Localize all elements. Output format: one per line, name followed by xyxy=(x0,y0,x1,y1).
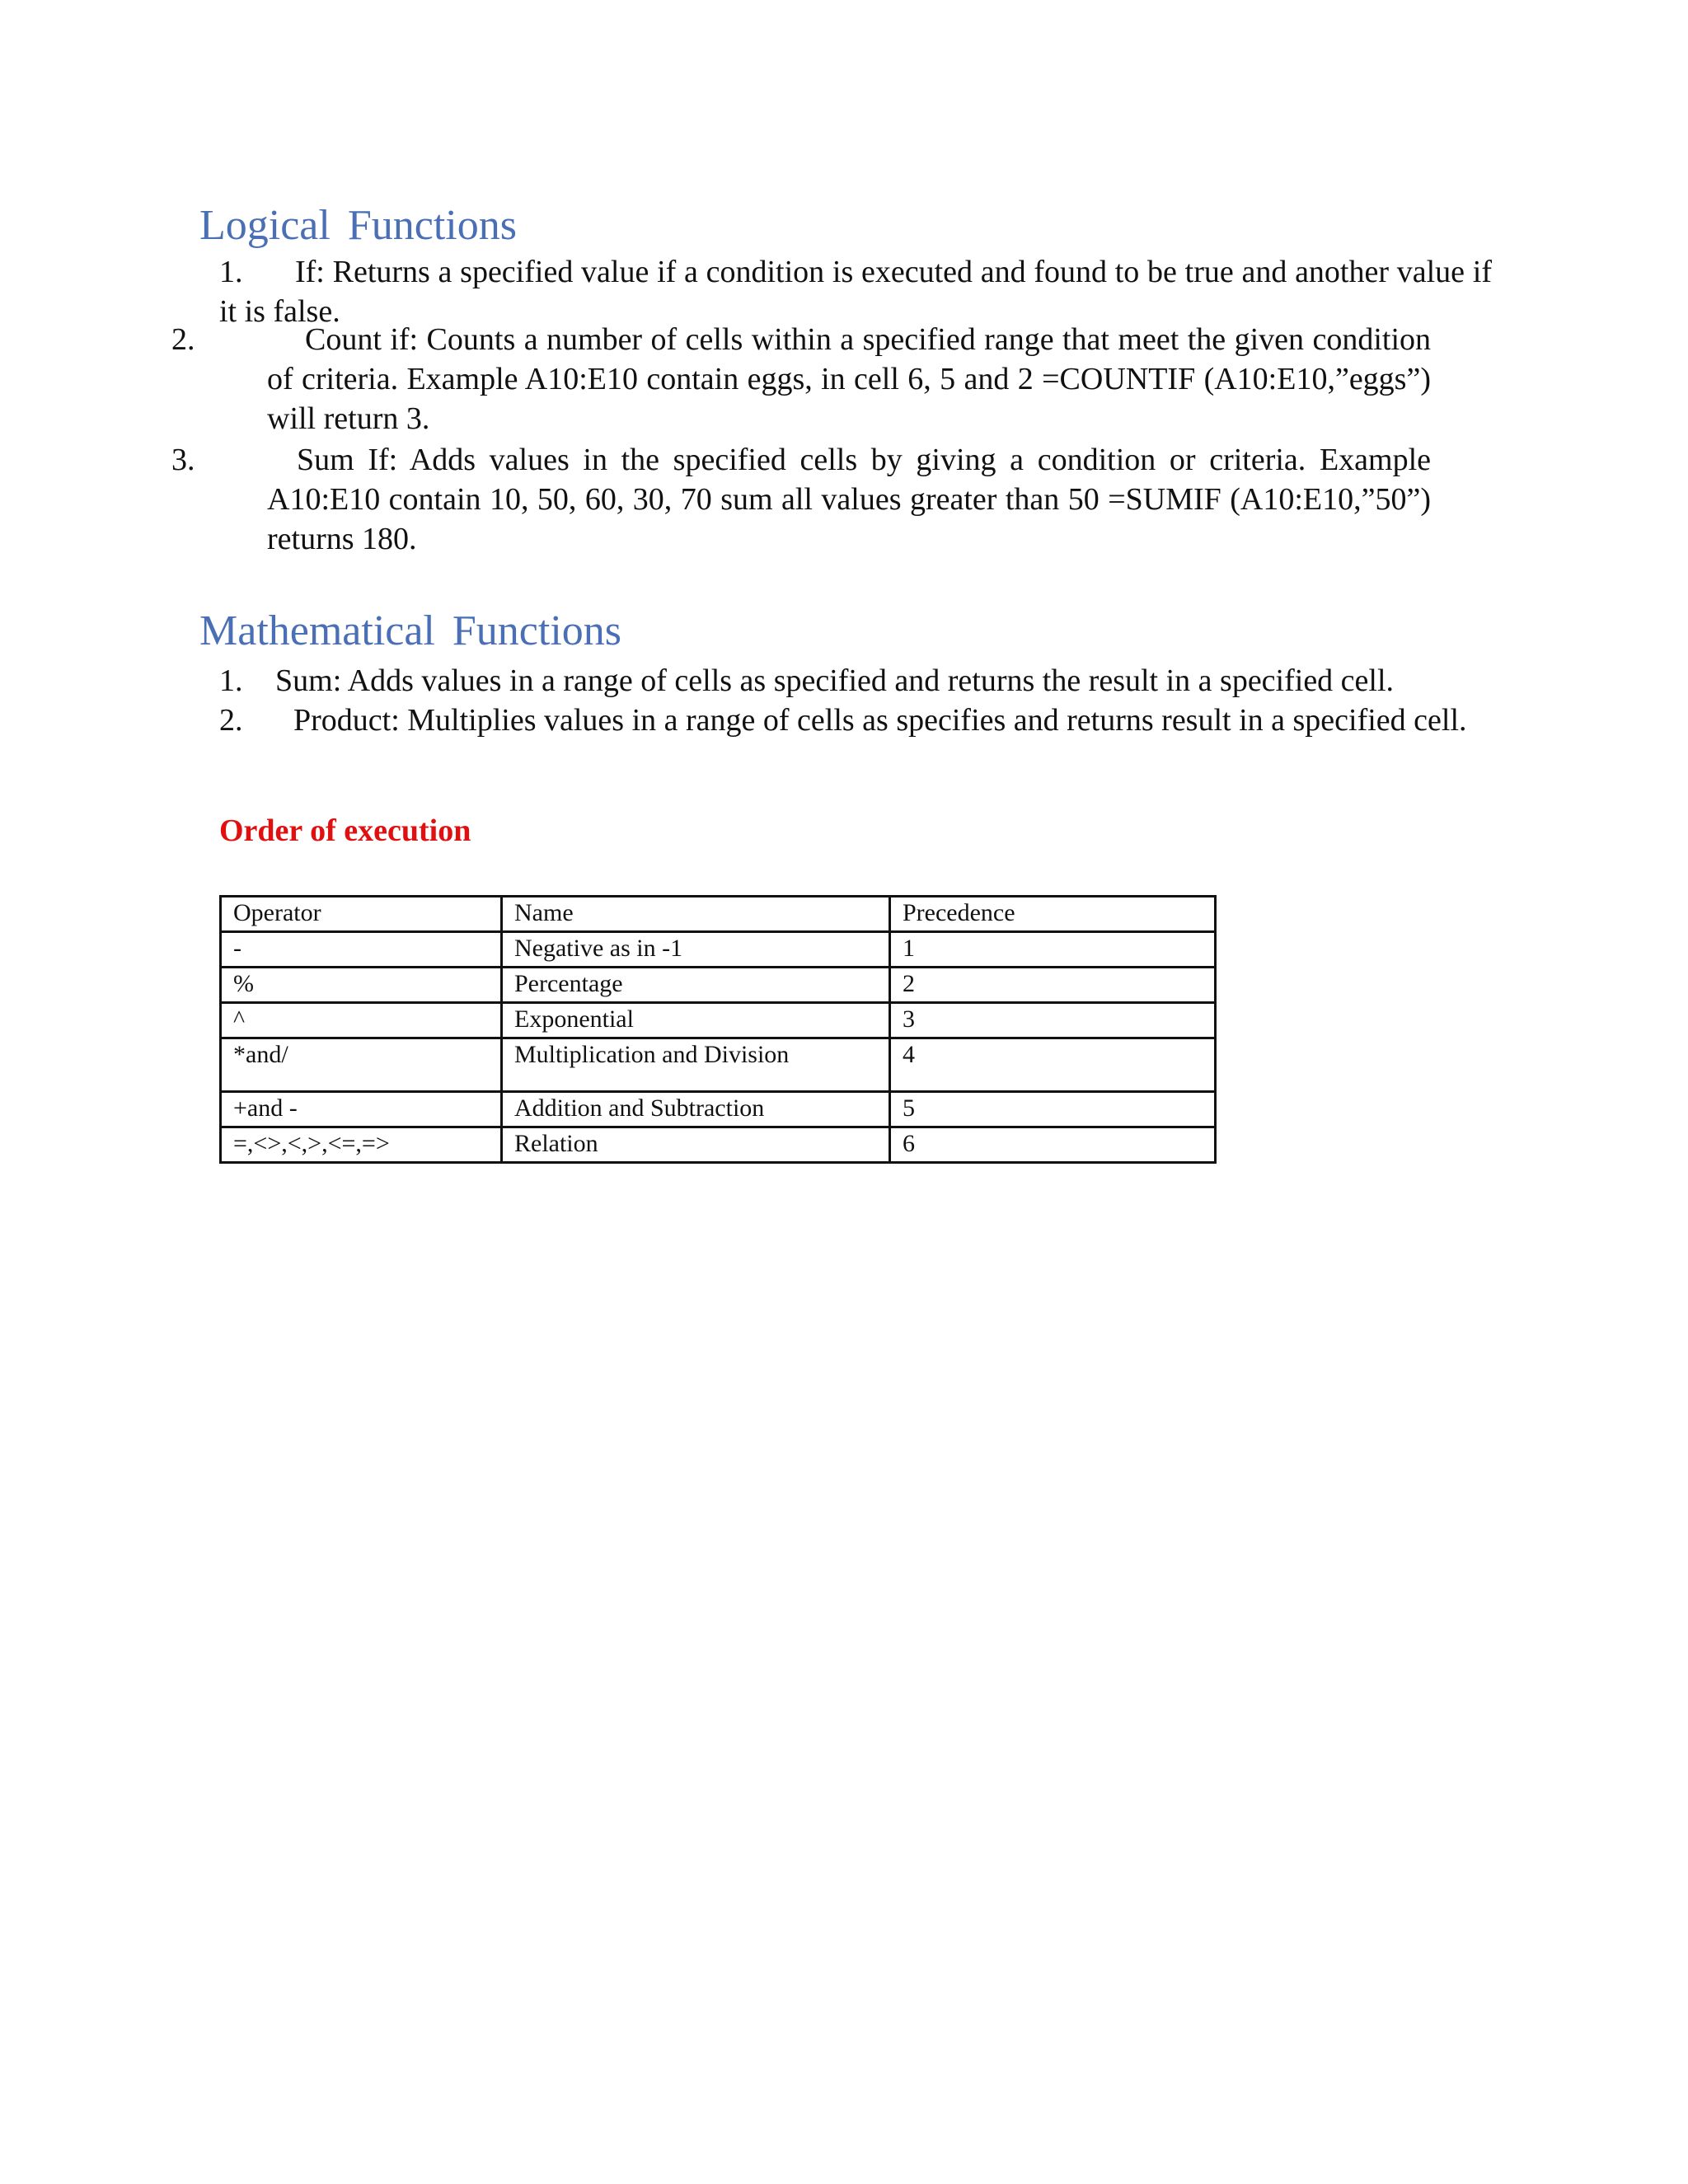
list-number: 2. xyxy=(171,322,195,357)
list-number: 1. xyxy=(219,663,243,698)
header-cell-precedence: Precedence xyxy=(890,897,1216,932)
table-header-row xyxy=(221,897,1216,932)
operator-cell: % xyxy=(221,968,502,1003)
list-item-text: If: Returns a specified value if a condition is executed and found to be true and another value if it is false. xyxy=(219,255,1492,329)
header-cell-operator: Operator xyxy=(221,897,502,932)
list-number: 3. xyxy=(171,443,195,477)
operator-cell: - xyxy=(221,932,502,968)
precedence-cell: 2 xyxy=(890,968,1216,1003)
precedence-cell: 4 xyxy=(890,1038,1216,1092)
list-number: 2. xyxy=(219,703,243,738)
operator-cell: ^ xyxy=(221,1003,502,1038)
list-item-text: Sum: Adds values in a range of cells as specified and returns the result in a specified cell. xyxy=(275,663,1395,698)
mathematical-functions-heading: Mathematical Functions xyxy=(199,607,622,654)
logical-functions-heading: Logical Functions xyxy=(199,202,517,249)
math-item-sum xyxy=(219,661,1492,701)
operator-precedence-table xyxy=(219,895,1217,1164)
name-cell: Relation xyxy=(502,1127,890,1163)
table-row xyxy=(221,1127,1216,1163)
logical-item-countif xyxy=(171,320,1431,438)
operator-cell: *and/ xyxy=(221,1038,502,1092)
operator-cell: =,<>,<,>,<=,=> xyxy=(221,1127,502,1163)
name-cell: Addition and Subtraction xyxy=(502,1092,890,1127)
list-number: 1. xyxy=(219,255,243,289)
table-row xyxy=(221,1038,1216,1092)
order-of-execution-heading: Order of execution xyxy=(219,813,471,848)
table-row xyxy=(221,968,1216,1003)
math-item-product xyxy=(219,701,1492,740)
operator-cell: +and - xyxy=(221,1092,502,1127)
table-row xyxy=(221,1003,1216,1038)
list-item-text: Product: Multiplies values in a range of cells as specifies and returns result in a specified cell. xyxy=(293,703,1467,738)
header-cell-name: Name xyxy=(502,897,890,932)
name-cell: Percentage xyxy=(502,968,890,1003)
list-item-text: Sum If: Adds values in the specified cells by giving a condition or criteria. Example A10:E10 contain 10, 50, 60, 30, 70 sum all values greater than 50 =SUMIF (A10:E10,”50”) returns 180. xyxy=(267,443,1431,556)
table-row xyxy=(221,932,1216,968)
precedence-cell: 6 xyxy=(890,1127,1216,1163)
table-row xyxy=(221,1092,1216,1127)
list-item-text: Count if: Counts a number of cells within a specified range that meet the given condition of criteria. Example A10:E10 contain eggs, in cell 6, 5 and 2 =COUNTIF (A10:E10,”eggs”) will return 3. xyxy=(267,322,1431,436)
precedence-cell: 5 xyxy=(890,1092,1216,1127)
name-cell: Exponential xyxy=(502,1003,890,1038)
name-cell: Negative as in -1 xyxy=(502,932,890,968)
logical-item-sumif xyxy=(171,440,1431,559)
name-cell: Multiplication and Division xyxy=(502,1038,890,1092)
precedence-cell: 1 xyxy=(890,932,1216,968)
precedence-cell: 3 xyxy=(890,1003,1216,1038)
